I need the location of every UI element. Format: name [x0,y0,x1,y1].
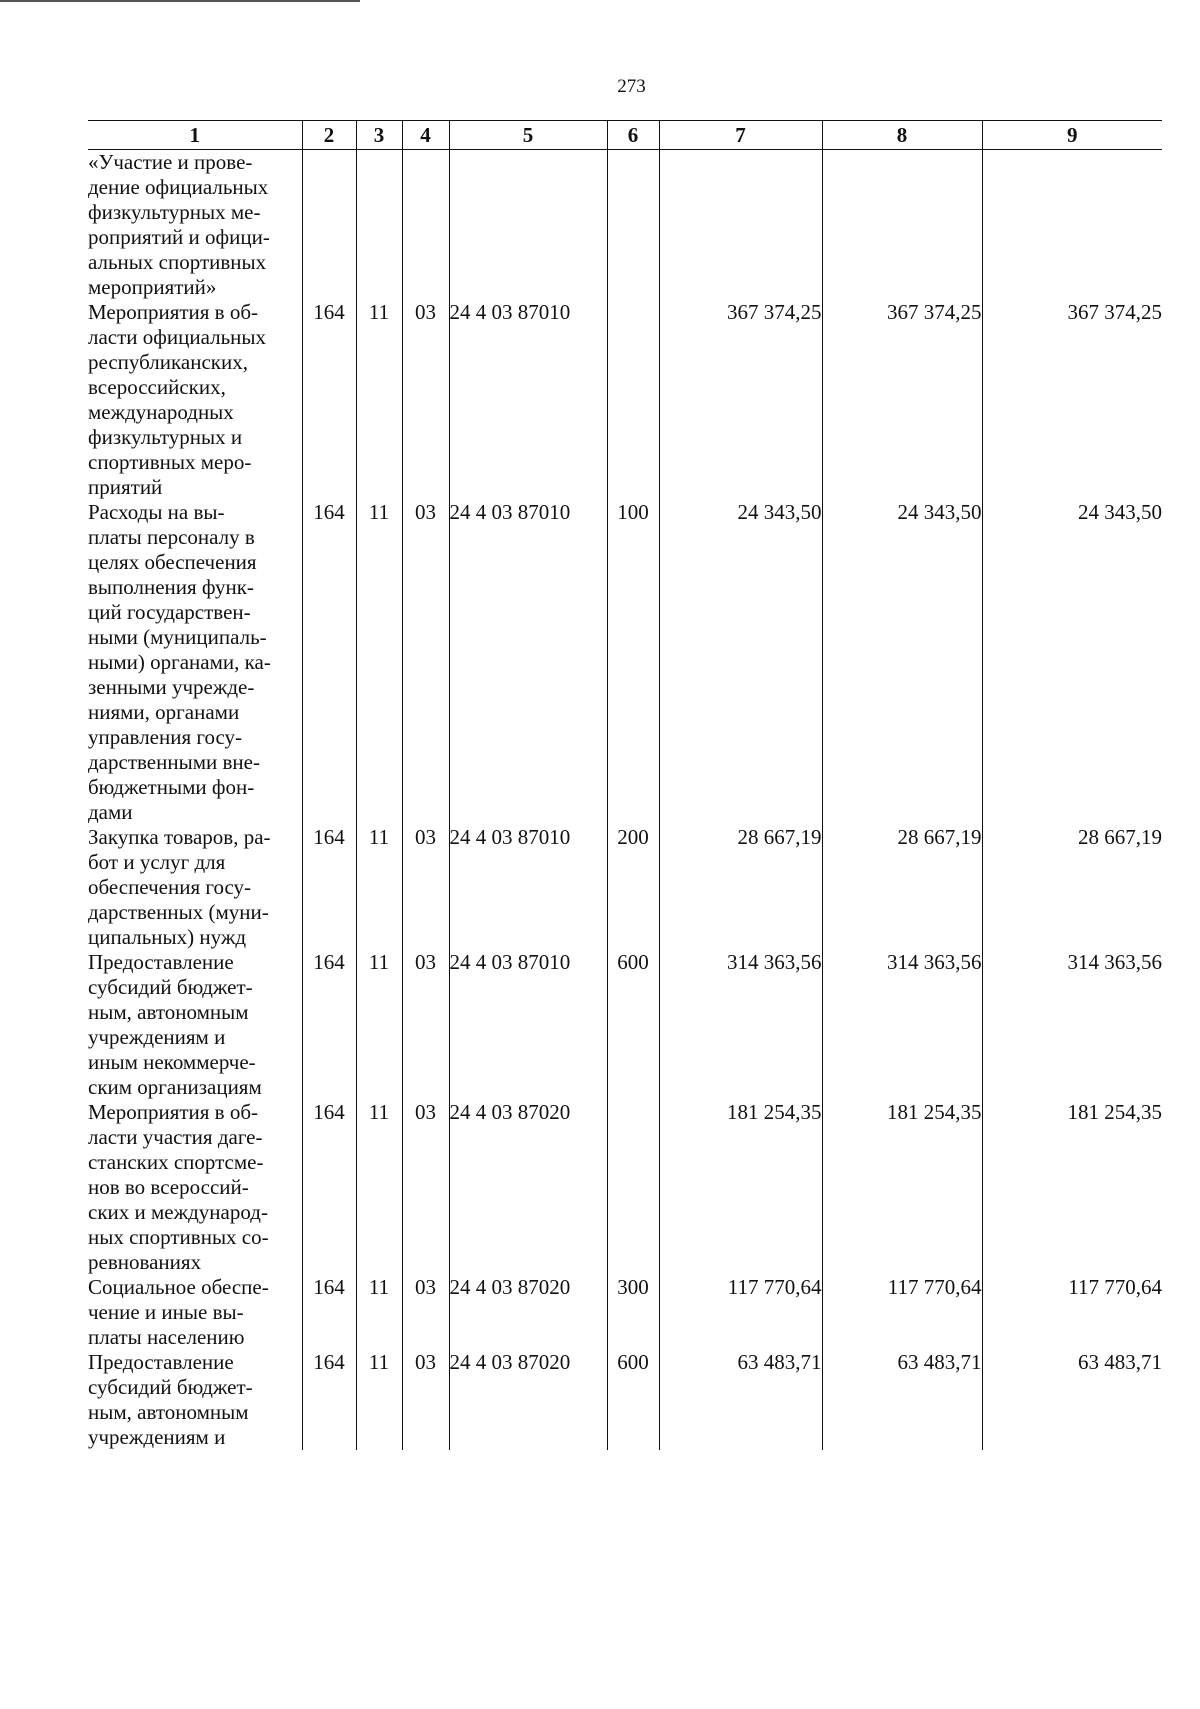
table-row [88,300,1162,500]
cell-name [88,150,302,301]
table-row [88,150,1162,301]
header-col-2: 2 [302,121,356,150]
cell-section: 164 [302,950,356,1100]
cell-subsection-2: 03 [402,500,449,825]
cell-name [88,1275,302,1350]
cell-subsection-2: 03 [402,825,449,950]
cell-name [88,1350,302,1450]
cell-section: 164 [302,500,356,825]
cell-amount-2 [822,150,982,301]
cell-subsection-2: 03 [402,950,449,1100]
cell-subsection: 11 [356,1275,402,1350]
cell-amount-1: 367 374,25 [659,300,822,500]
cell-amount-2: 117 770,64 [822,1275,982,1350]
cell-expense-type [607,150,659,301]
cell-subsection-2: 03 [402,300,449,500]
cell-subsection-2: 03 [402,1100,449,1275]
header-col-7: 7 [659,121,822,150]
cell-name [88,825,302,950]
cell-amount-1: 181 254,35 [659,1100,822,1275]
cell-target-article: 24 4 03 87010 [449,300,607,500]
cell-subsection: 11 [356,300,402,500]
cell-name [88,1100,302,1275]
cell-amount-3: 28 667,19 [982,825,1162,950]
cell-name-text: Предоставление субсидий бюджет- ным, автономным учреждениям и [88,1350,253,1449]
cell-expense-type: 300 [607,1275,659,1350]
table-row [88,950,1162,1100]
cell-target-article: 24 4 03 87010 [449,950,607,1100]
cell-section: 164 [302,825,356,950]
cell-section: 164 [302,1350,356,1450]
table-row [88,500,1162,825]
cell-amount-1 [659,150,822,301]
cell-amount-3: 314 363,56 [982,950,1162,1100]
cell-amount-1: 117 770,64 [659,1275,822,1350]
cell-subsection: 11 [356,1100,402,1275]
cell-target-article: 24 4 03 87020 [449,1350,607,1450]
cell-expense-type [607,300,659,500]
cell-name-text: Закупка товаров, ра- бот и услуг для обеспечения госу- дарственных (муни- ципальных) нужд [88,825,271,949]
cell-amount-3 [982,150,1162,301]
cell-amount-2: 24 343,50 [822,500,982,825]
cell-target-article: 24 4 03 87020 [449,1275,607,1350]
cell-subsection: 11 [356,1350,402,1450]
header-col-3: 3 [356,121,402,150]
cell-name-text: Социальное обеспе- чение и иные вы- платы населению [88,1275,269,1349]
page-number: 273 [617,76,646,97]
header-col-8: 8 [822,121,982,150]
cell-target-article [449,150,607,301]
cell-name-text: Мероприятия в об- ласти официальных республиканских, всероссийских, международных физкультурных и спортивных меро- приятий [88,300,267,499]
cell-amount-3: 63 483,71 [982,1350,1162,1450]
cell-expense-type: 600 [607,950,659,1100]
cell-target-article: 24 4 03 87010 [449,500,607,825]
cell-subsection-2: 03 [402,1275,449,1350]
cell-subsection: 11 [356,500,402,825]
cell-name-text: Предоставление субсидий бюджет- ным, автономным учреждениям и иным некоммерче- ским организациям [88,950,262,1099]
cell-subsection: 11 [356,950,402,1100]
cell-amount-3: 181 254,35 [982,1100,1162,1275]
cell-subsection: 11 [356,825,402,950]
cell-name [88,950,302,1100]
cell-amount-1: 28 667,19 [659,825,822,950]
header-col-1: 1 [88,121,302,150]
cell-section: 164 [302,300,356,500]
header-col-6: 6 [607,121,659,150]
cell-target-article: 24 4 03 87010 [449,825,607,950]
header-row [88,121,1162,150]
cell-amount-2: 28 667,19 [822,825,982,950]
top-rule [0,0,360,2]
cell-section [302,150,356,301]
cell-amount-1: 24 343,50 [659,500,822,825]
cell-name-text: Мероприятия в об- ласти участия даге- станских спортсме- нов во всероссий- ских и международ- ных спортивных со- ревнованиях [88,1100,269,1274]
table-row [88,825,1162,950]
table-row [88,1275,1162,1350]
cell-name [88,500,302,825]
cell-amount-2: 63 483,71 [822,1350,982,1450]
cell-amount-2: 367 374,25 [822,300,982,500]
cell-section: 164 [302,1100,356,1275]
cell-amount-1: 63 483,71 [659,1350,822,1450]
cell-expense-type: 600 [607,1350,659,1450]
cell-amount-1: 314 363,56 [659,950,822,1100]
cell-target-article: 24 4 03 87020 [449,1100,607,1275]
cell-amount-2: 314 363,56 [822,950,982,1100]
budget-table [88,120,1162,1450]
cell-amount-3: 117 770,64 [982,1275,1162,1350]
cell-name-text: «Участие и прове- дение официальных физкультурных ме- роприятий и офици- альных спортивных мероприятий» [88,150,270,299]
cell-section: 164 [302,1275,356,1350]
cell-amount-3: 24 343,50 [982,500,1162,825]
cell-amount-3: 367 374,25 [982,300,1162,500]
table-row [88,1350,1162,1450]
header-col-5: 5 [449,121,607,150]
header-col-4: 4 [402,121,449,150]
cell-amount-2: 181 254,35 [822,1100,982,1275]
table-row [88,1100,1162,1275]
cell-subsection-2 [402,150,449,301]
cell-expense-type: 100 [607,500,659,825]
cell-name-text: Расходы на вы- платы персоналу в целях обеспечения выполнения функ- ций государствен- ными (муниципаль- ными) органами, ка- зенными учрежде- ниями, органами управления госу- дарственными вне- бюджетными фон- дами [88,500,271,824]
header-col-9: 9 [982,121,1162,150]
cell-subsection-2: 03 [402,1350,449,1450]
cell-subsection [356,150,402,301]
cell-expense-type [607,1100,659,1275]
cell-expense-type: 200 [607,825,659,950]
cell-name [88,300,302,500]
